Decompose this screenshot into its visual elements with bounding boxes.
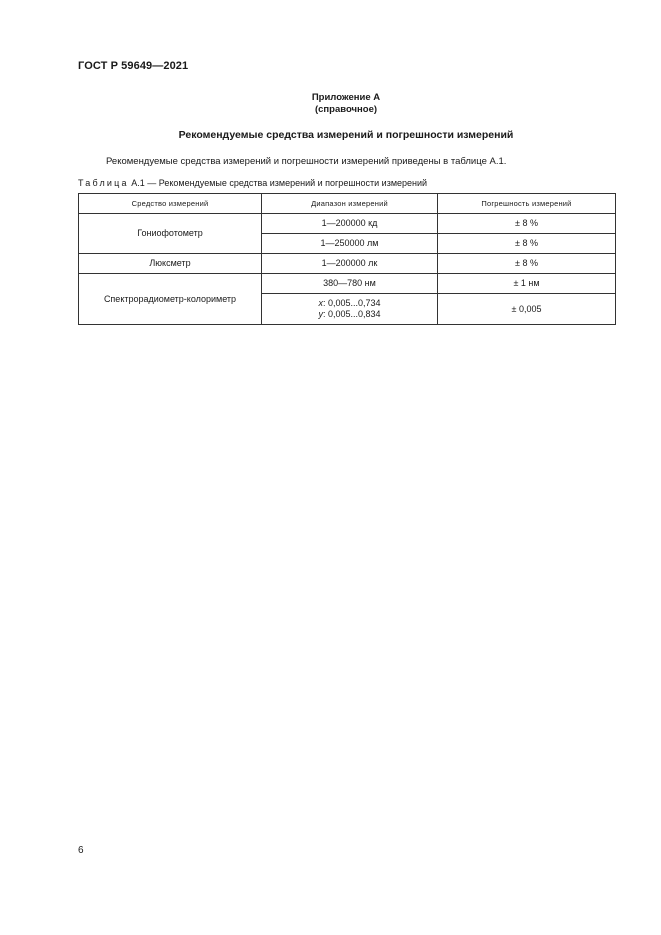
table-caption xyxy=(78,178,427,188)
section-heading: Рекомендуемые средства измерений и погрешности измерений xyxy=(178,129,514,141)
cell-range-chromaticity xyxy=(262,294,438,325)
annex-title-block xyxy=(78,92,614,116)
cell-instrument: Люксметр xyxy=(79,254,262,274)
column-header-instrument: Средство измерений xyxy=(79,194,262,214)
table-row xyxy=(79,254,616,274)
table-caption-label: Таблица xyxy=(78,178,129,188)
cell-instrument: Спектрорадиометр-колориметр xyxy=(79,274,262,325)
column-header-error: Погрешность измерений xyxy=(438,194,616,214)
cell-error: ± 8 % xyxy=(438,214,616,234)
page-number: 6 xyxy=(78,845,84,856)
annex-title: Приложение А xyxy=(311,92,381,103)
cell-error: ± 0,005 xyxy=(438,294,616,325)
intro-paragraph: Рекомендуемые средства измерений и погрешности измерений приведены в таблице А.1. xyxy=(106,156,507,167)
range-y-line xyxy=(266,309,433,320)
measurement-table xyxy=(78,193,616,325)
cell-range: 1—200000 лк xyxy=(262,254,438,274)
table-row xyxy=(79,214,616,234)
range-y-variable: y xyxy=(318,309,323,319)
table-caption-text: А.1 — Рекомендуемые средства измерений и погрешности измерений xyxy=(131,178,428,188)
column-header-range: Диапазон измерений xyxy=(262,194,438,214)
cell-range: 1—250000 лм xyxy=(262,234,438,254)
document-code: ГОСТ Р 59649—2021 xyxy=(78,60,189,72)
range-x-variable: x xyxy=(318,298,323,308)
range-x-line xyxy=(266,298,433,309)
cell-instrument: Гониофотометр xyxy=(79,214,262,254)
range-y-value: : 0,005...0,834 xyxy=(322,309,381,319)
table-row xyxy=(79,274,616,294)
cell-error: ± 8 % xyxy=(438,234,616,254)
cell-error: ± 1 нм xyxy=(438,274,616,294)
range-x-value: : 0,005...0,734 xyxy=(322,298,381,308)
cell-range: 380—780 нм xyxy=(262,274,438,294)
cell-error: ± 8 % xyxy=(438,254,616,274)
annex-status: (справочное) xyxy=(314,104,378,115)
cell-range: 1—200000 кд xyxy=(262,214,438,234)
table-header-row xyxy=(79,194,616,214)
